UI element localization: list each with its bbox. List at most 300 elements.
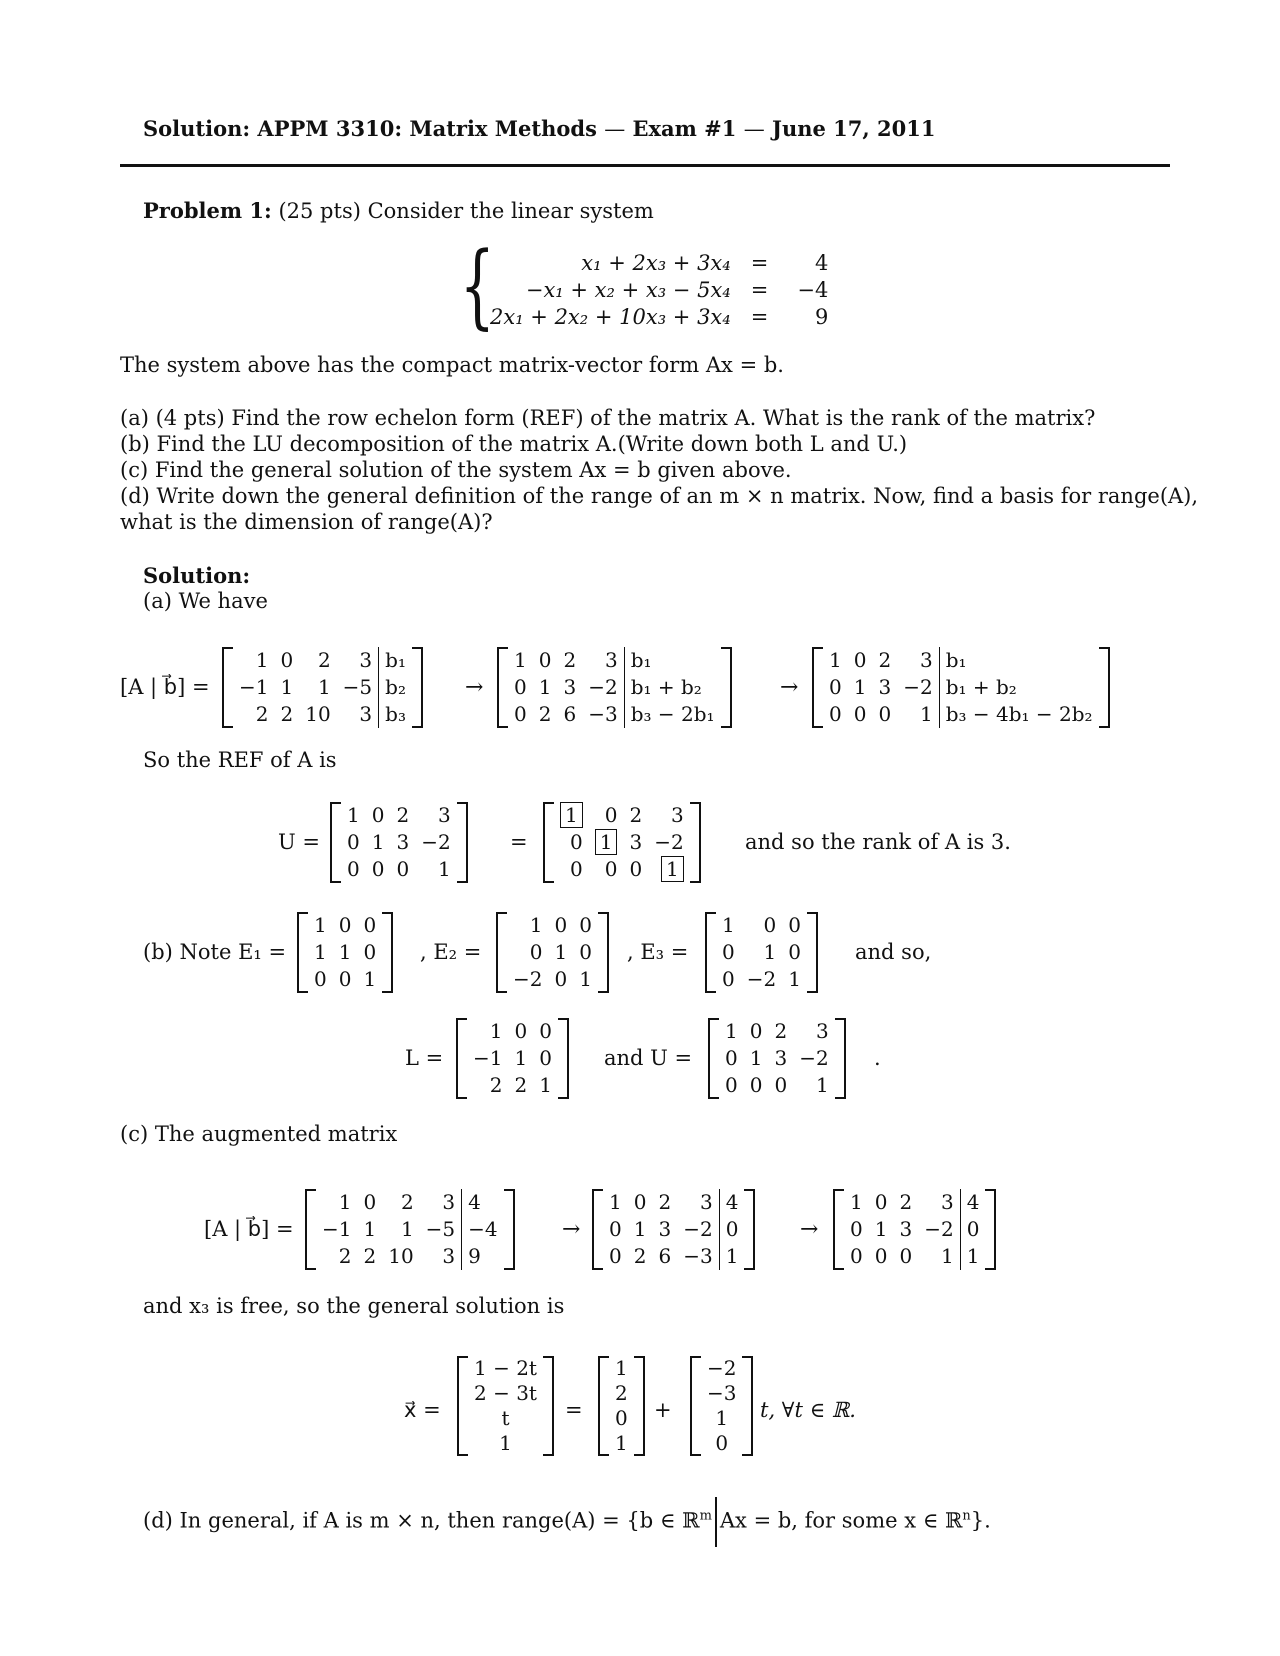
matrix-cell: 2 [899,1190,913,1214]
matrix-cell: 0 [725,1073,738,1097]
matrix-bracket-left [457,1356,468,1456]
matrix-cell: 2 [317,648,331,672]
matrix-row [508,647,721,674]
matrix-cell: 1 [940,1244,954,1268]
matrix-bracket-right [543,1356,554,1456]
system-equation [480,250,838,277]
equation-rhs: 9 [814,305,829,329]
matrix-a-step1 [222,647,423,728]
matrix-cell: 1 [874,1217,888,1241]
matrix-row [823,647,1099,674]
matrix-cell: 10 [388,1244,414,1268]
matrix-bracket-left [592,1189,603,1270]
matrix-cell: −1 [239,675,269,699]
matrix-bracket-left [690,1356,701,1456]
system-equation [480,304,838,331]
matrix-cell: 0 [570,857,583,881]
matrix-cell: 2 [363,1244,377,1268]
matrix-cell: 0 [609,1217,622,1241]
matrix-cell: 1 − 2t [474,1356,537,1380]
matrix-bracket-right [558,1018,569,1099]
matrix-e1 [297,912,393,993]
matrix-cell: −2 [924,1217,954,1241]
matrix-cell: 3 [442,1190,456,1214]
matrix-cell: 2 − 3t [474,1381,537,1405]
matrix-cell: 1 [850,1190,863,1214]
matrix-bracket-left [708,1018,719,1099]
rank-text: and so the rank of A is 3. [745,830,1011,854]
matrix-row [507,912,598,939]
matrix-cell: 2 [489,1073,503,1097]
matrix-cell: 0 [314,967,327,991]
matrix-cell: 1 [853,675,867,699]
matrix-cell: 1 [514,648,527,672]
matrix-row [467,1072,558,1099]
matrix-row [508,701,721,728]
matrix-cell: 4 [462,1189,504,1216]
matrix-cell: −2 [799,1046,829,1070]
matrix-bracket-left [833,1189,844,1270]
matrix-l [456,1018,569,1099]
matrix-cell: 1 [615,1431,628,1455]
set-divider [715,1497,717,1547]
part-d-question: (d) Write down the general definition of the range of an m × n matrix. Now, find a basis for range(A), [120,484,1199,508]
matrix-row [554,856,690,883]
matrix-cell: −5 [425,1217,456,1241]
matrix-cell: −2 [903,675,933,699]
matrix-row [467,1018,558,1045]
system-brace: { [459,232,495,339]
matrix-e3 [705,912,818,993]
matrix-cell: 0 [725,1046,738,1070]
matrix-row [507,966,598,993]
matrix-cell: 2 [774,1019,788,1043]
matrix-cell: b₁ + b₂ [624,674,720,701]
matrix-cell: 0 [853,648,867,672]
matrix-row [468,1431,543,1456]
matrix-cell: 4 [719,1189,744,1216]
matrix-cell: 3 [699,1190,713,1214]
matrix-cell: 1 [363,967,377,991]
matrix-cell: b₃ − 2b₁ [624,701,720,728]
matrix-cell: 1 [788,967,801,991]
pivot-box: 1 [661,856,684,882]
matrix-cell: 3 [629,830,643,854]
matrix-row [468,1406,543,1431]
matrix-row [603,1216,744,1243]
matrix-cell: 1 [529,913,543,937]
matrix-cell: 0 [960,1216,985,1243]
matrix-cell: 0 [633,1190,647,1214]
t-all-real: t, ∀t ∈ ℝ. [760,1398,856,1422]
matrix-bracket-left [705,912,716,993]
matrix-row [609,1406,634,1431]
matrix-cell: −2 [707,1356,737,1380]
matrix-cell: 3 [658,1217,672,1241]
matrix-cell: 0 [554,967,568,991]
range-def-sup-n: n [962,1508,971,1524]
matrix-cell: 1 [722,913,735,937]
matrix-cell: −3 [683,1244,713,1268]
vector-general-solution [457,1356,554,1456]
vector-particular [598,1356,645,1456]
pivot-box: 1 [595,829,618,855]
matrix-cell: 1 [633,1217,647,1241]
matrix-cell: 3 [563,675,577,699]
part-d-range-definition [143,1497,991,1547]
matrix-cell: 0 [788,913,801,937]
matrix-cell: 2 [658,1190,672,1214]
matrix-cell: 0 [850,1244,863,1268]
matrix-cell: 0 [604,803,618,827]
period: . [874,1046,881,1070]
matrix-bracket-right [1099,647,1110,728]
matrix-cell: 1 [400,1217,414,1241]
matrix-row [844,1216,985,1243]
matrix-cell: 1 [255,648,269,672]
matrix-row [233,674,412,701]
matrix-row [316,1216,504,1243]
matrix-cell: 0 [715,1431,729,1455]
matrix-row [554,802,690,829]
matrix-row [233,701,412,728]
matrix-cell: 2 [514,1073,528,1097]
row-op-arrow: → [780,675,799,700]
matrix-cell: −1 [473,1046,503,1070]
matrix-bracket-left [456,1018,467,1099]
matrix-cell: 1 [609,1190,622,1214]
augmented-label: [A | b⃗] = [120,675,210,699]
part-c-intro: (c) The augmented matrix [120,1122,398,1146]
matrix-cell: 10 [305,702,331,726]
header-dash: — [604,117,626,141]
matrix-cell: 1 [280,675,294,699]
matrix-cell: 0 [363,913,377,937]
matrix-cell: 0 [719,1216,744,1243]
matrix-row [844,1243,985,1270]
matrix-cell: 1 [347,803,360,827]
matrix-row [719,1045,835,1072]
matrix-row [844,1189,985,1216]
matrix-cell: 2 [615,1381,628,1405]
header-title [143,116,935,141]
matrix-bracket-left [598,1356,609,1456]
problem-heading [143,198,654,223]
matrix-cell: 1 [314,913,327,937]
matrix-cell: 0 [850,1217,863,1241]
matrix-cell: 1 [719,1243,744,1270]
matrix-cell: −2 [683,1217,713,1241]
e2-label: , E₂ = [420,940,482,964]
matrix-cell: 0 [749,1019,763,1043]
part-c-question: (c) Find the general solution of the system Ax = b given above. [120,458,792,482]
matrix-cell: 0 [609,1244,622,1268]
matrix-cell: 0 [604,857,618,881]
matrix-cell: −2 [513,967,543,991]
matrix-cell: 3 [670,803,684,827]
linear-system [480,250,838,331]
matrix-cell: 2 [396,803,410,827]
matrix-row [609,1431,634,1456]
matrix-cell: 0 [774,1073,788,1097]
matrix-cell: 1 [579,967,592,991]
matrix-cell: 0 [829,702,842,726]
vector-homogeneous [690,1356,753,1456]
matrix-cell: 0 [338,967,352,991]
matrix-cell: −4 [462,1216,504,1243]
matrix-row [554,829,690,856]
equals-sign: = [510,830,528,854]
matrix-bracket-right [744,1189,755,1270]
range-def-end: }. [970,1508,991,1533]
matrix-cell: 1 [829,648,842,672]
matrix-cell: 0 [347,857,360,881]
header-dash: — [743,117,765,141]
matrix-c-step3 [833,1189,996,1270]
matrix-cell: 1 [338,1190,352,1214]
equation-lhs: x₁ + 2x₃ + 3x₄ [581,251,731,275]
equation-rhs: −4 [797,278,829,302]
matrix-cell: 0 [874,1244,888,1268]
matrix-row [609,1381,634,1406]
matrix-u-final [708,1018,846,1099]
matrix-cell: 3 [396,830,410,854]
and-u-label: and U = [604,1046,693,1070]
matrix-row [341,802,457,829]
matrix-bracket-right [985,1189,996,1270]
equals-sign: = [565,1398,583,1422]
matrix-bracket-left [543,802,554,883]
matrix-row [467,1045,558,1072]
compact-form-text: The system above has the compact matrix-vector form Ax = b. [120,353,784,377]
matrix-cell: −2 [746,967,777,991]
matrix-cell: 3 [359,648,373,672]
matrix-row [341,856,457,883]
matrix-row [823,674,1099,701]
matrix-cell: 1 [815,1073,829,1097]
solution-label: Solution: [143,563,251,588]
matrix-cell: 0 [539,1019,552,1043]
matrix-cell: 2 [255,702,269,726]
matrix-cell: 1 [554,940,568,964]
part-d-question-cont: what is the dimension of range(A)? [120,510,493,534]
free-variable-text: and x₃ is free, so the general solution is [143,1294,565,1318]
matrix-cell: 0 [371,857,385,881]
matrix-row [603,1243,744,1270]
matrix-row [508,674,721,701]
matrix-cell: 0 [829,675,842,699]
matrix-cell: 0 [280,648,294,672]
matrix-cell: 3 [815,1019,829,1043]
matrix-cell: t [501,1406,510,1430]
matrix-bracket-right [835,1018,846,1099]
matrix-row [716,939,807,966]
matrix-bracket-left [297,912,308,993]
matrix-cell: 0 [570,830,583,854]
part-a-question: (a) (4 pts) Find the row echelon form (REF) of the matrix A. What is the rank of the matrix? [120,406,1096,430]
matrix-cell: 0 [629,857,643,881]
pivot-box: 1 [560,802,583,828]
range-def-sup-m: m [699,1508,712,1524]
matrix-row [308,966,382,993]
matrix-cell: 3 [437,803,451,827]
matrix-bracket-right [634,1356,645,1456]
matrix-cell: 3 [604,648,618,672]
matrix-bracket-right [457,802,468,883]
matrix-bracket-left [330,802,341,883]
matrix-row [609,1356,634,1381]
matrix-cell: 1 [437,857,451,881]
header-exam: Exam #1 [632,116,737,141]
matrix-cell: −3 [707,1381,737,1405]
row-op-arrow: → [800,1217,819,1242]
matrix-cell: 0 [338,913,352,937]
matrix-row [316,1189,504,1216]
part-a-intro: (a) We have [143,589,268,613]
matrix-cell: 0 [538,648,552,672]
matrix-cell: −3 [588,702,618,726]
matrix-cell: 6 [563,702,577,726]
matrix-cell: 6 [658,1244,672,1268]
matrix-cell: 0 [514,702,527,726]
l-label: L = [405,1046,444,1070]
matrix-bracket-right [742,1356,753,1456]
matrix-cell: 1 [317,675,331,699]
matrix-a-step3 [812,647,1110,728]
system-equation [480,277,838,304]
matrix-row [316,1243,504,1270]
matrix-cell: 1 [960,1243,985,1270]
matrix-cell: 0 [899,1244,913,1268]
header-rule [120,164,1170,167]
equation-equals: = [750,278,769,302]
matrix-cell: 0 [514,675,527,699]
matrix-cell: 1 [538,675,552,699]
matrix-bracket-right [721,647,732,728]
matrix-cell: b₂ [379,674,412,701]
matrix-row [701,1431,742,1456]
range-def-cond: Ax = b, for some x ∈ ℝ [719,1508,963,1533]
matrix-cell [554,802,589,829]
matrix-cell: b₃ [379,701,412,728]
matrix-cell: 3 [359,702,373,726]
matrix-c-step2 [592,1189,755,1270]
matrix-cell: b₁ [624,647,720,674]
equation-lhs: 2x₁ + 2x₂ + 10x₃ + 3x₄ [490,305,731,329]
matrix-row [468,1356,543,1381]
and-so-text: and so, [855,940,932,964]
matrix-bracket-left [222,647,233,728]
matrix-u-pivots [543,802,701,883]
matrix-cell: 0 [878,702,892,726]
matrix-cell [648,856,689,883]
row-op-arrow: → [465,675,484,700]
matrix-cell: b₁ [939,647,1098,674]
x-label: x⃗ = [404,1398,441,1422]
matrix-cell: 0 [347,830,360,854]
matrix-row [308,939,382,966]
problem-intro: (25 pts) Consider the linear system [278,199,654,223]
u-label: U = [278,830,320,854]
matrix-cell: 0 [749,1073,763,1097]
range-def-start: (d) In general, if A is m × n, then range(A) = {b ∈ ℝ [143,1508,700,1533]
matrix-cell: 0 [514,1019,528,1043]
header-date: June 17, 2011 [772,116,936,141]
matrix-cell: 0 [788,940,801,964]
header-title-left: Solution: APPM 3310: Matrix Methods [143,116,597,141]
matrix-cell: 2 [538,702,552,726]
matrix-cell: −2 [421,830,451,854]
matrix-cell: −2 [654,830,684,854]
matrix-cell: 3 [878,675,892,699]
matrix-cell: 1 [749,1046,763,1070]
matrix-row [308,912,382,939]
matrix-cell: 0 [371,803,385,827]
matrix-cell: −1 [322,1217,352,1241]
matrix-row [716,966,807,993]
matrix-cell: 0 [579,913,592,937]
matrix-cell: 0 [763,913,777,937]
matrix-cell: 1 [539,1073,552,1097]
matrix-cell: 1 [615,1356,628,1380]
matrix-cell: 0 [363,940,377,964]
matrix-cell: 2 [338,1244,352,1268]
matrix-bracket-left [305,1189,316,1270]
matrix-cell: 1 [499,1431,512,1455]
matrix-cell: 0 [539,1046,552,1070]
matrix-cell: 0 [853,702,867,726]
matrix-e2 [496,912,609,993]
matrix-cell: 0 [396,857,410,881]
matrix-row [701,1356,742,1381]
matrix-row [716,912,807,939]
matrix-cell: 0 [615,1406,628,1430]
matrix-cell: 2 [563,648,577,672]
matrix-cell: 2 [878,648,892,672]
matrix-cell: 2 [280,702,294,726]
matrix-bracket-right [807,912,818,993]
matrix-cell: b₁ + b₂ [939,674,1098,701]
matrix-bracket-left [812,647,823,728]
matrix-cell: 1 [371,830,385,854]
matrix-row [233,647,412,674]
matrix-row [701,1381,742,1406]
matrix-cell: −2 [588,675,618,699]
matrix-bracket-left [496,912,507,993]
ref-text: So the REF of A is [143,748,337,772]
matrix-a-step2 [497,647,732,728]
matrix-cell: 1 [363,1217,377,1241]
matrix-cell [589,829,624,856]
matrix-cell: 1 [763,940,777,964]
matrix-cell: 0 [554,913,568,937]
matrix-cell: 0 [874,1190,888,1214]
matrix-cell: 0 [529,940,543,964]
matrix-cell: 0 [363,1190,377,1214]
part-b-question: (b) Find the LU decomposition of the matrix A.(Write down both L and U.) [120,432,908,456]
equation-lhs: −x₁ + x₂ + x₃ − 5x₄ [525,278,731,302]
matrix-cell: 0 [722,940,735,964]
matrix-row [341,829,457,856]
matrix-bracket-right [598,912,609,993]
matrix-cell: 1 [514,1046,528,1070]
matrix-cell: 1 [338,940,352,964]
matrix-cell: b₃ − 4b₁ − 2b₂ [939,701,1098,728]
plus-sign: + [654,1398,672,1422]
matrix-row [507,939,598,966]
matrix-cell: 1 [314,940,327,964]
augmented-label-c: [A | b⃗] = [204,1217,294,1241]
